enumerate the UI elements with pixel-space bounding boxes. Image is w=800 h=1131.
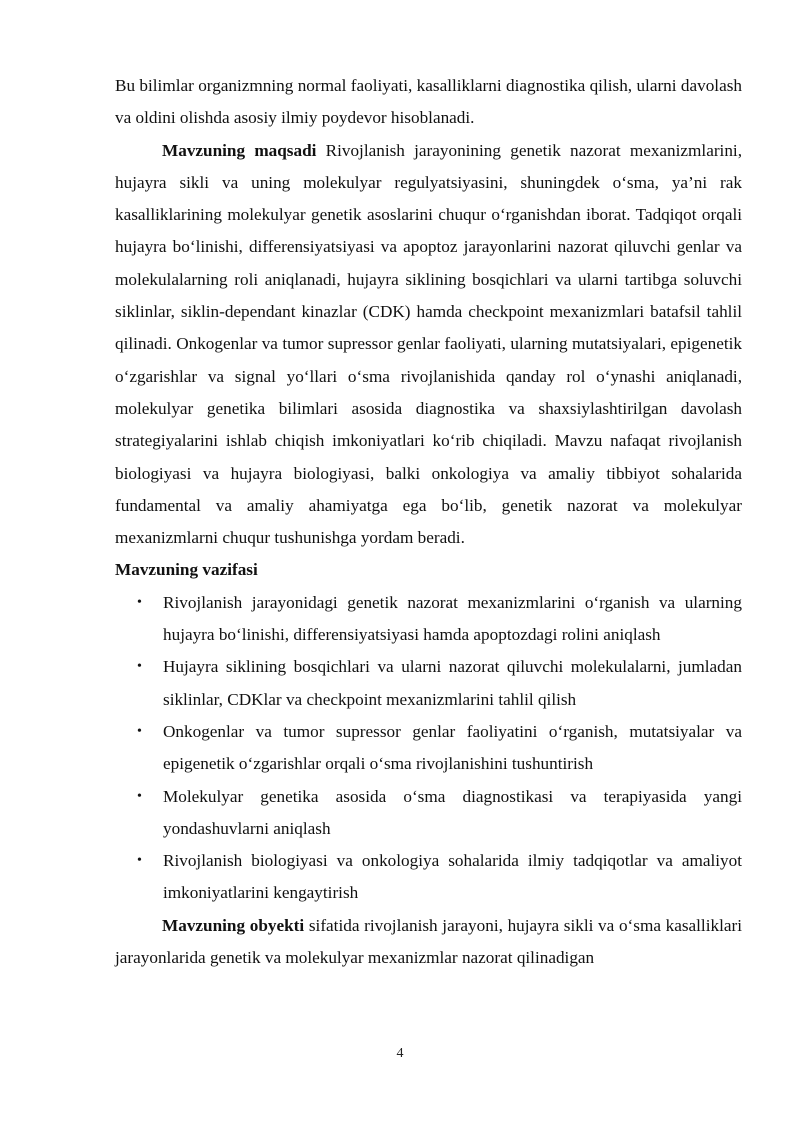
- task-text: Rivojlanish biologiyasi va onkologiya sohalarida ilmiy tadqiqotlar va amaliyot imkoniyatlarini kengaytirish: [163, 851, 742, 903]
- list-item: [115, 845, 742, 910]
- bullet-icon: •: [137, 594, 142, 610]
- intro-paragraph: Bu bilimlar organizmning normal faoliyati, kasalliklarni diagnostika qilish, ularni davolash va oldini olishda asosiy ilmiy poydevor hisoblanadi.: [115, 76, 742, 128]
- list-item: [115, 651, 742, 716]
- task-text: Onkogenlar va tumor supressor genlar faoliyatini o‘rganish, mutatsiyalar va epigenetik o‘zgarishlar orqali o‘sma rivojlanishini tushuntirish: [163, 721, 742, 774]
- task-text: Hujayra siklining bosqichlari va ularni nazorat qiluvchi molekulalarni, jumladan siklinlar, CDKlar va checkpoint mexanizmlarini tahlil qilish: [163, 657, 742, 709]
- task-text: Rivojlanish jarayonidagi genetik nazorat mexanizmlarini o‘rganish va ularning hujayra bo‘linishi, differensiyatsiyasi hamda apoptozdagi rolini aniqlash: [163, 592, 742, 645]
- bullet-icon: •: [137, 853, 142, 869]
- object-label: Mavzuning obyekti: [162, 915, 305, 935]
- bullet-icon: •: [137, 788, 142, 804]
- bullet-icon: •: [137, 723, 142, 739]
- page-number: 4: [396, 1046, 404, 1061]
- goal-label: Mavzuning maqsadi: [162, 140, 317, 160]
- tasks-list: [115, 587, 742, 910]
- object-paragraph: [115, 910, 742, 975]
- object-text: sifatida rivojlanish jarayoni, hujayra sikli va o‘sma kasalliklari jarayonlarida genetik va molekulyar mexanizmlar nazorat qilinadigan: [115, 915, 742, 968]
- bullet-icon: •: [137, 659, 142, 675]
- page-body: [115, 70, 742, 974]
- task-text: Molekulyar genetika asosida o‘sma diagnostikasi va terapiyasida yangi yondashuvlarni aniqlash: [163, 786, 742, 838]
- goal-text: Rivojlanish jarayonining genetik nazorat mexanizmlarini, hujayra sikli va uning molekulyar regulyatsiyasini, shuningdek o‘sma, ya’ni rak kasalliklarining molekulyar genetik asoslarini chuqur o‘rganishdan iborat. Tadqiqot orqali hujayra bo‘linishi, differensiyatsiyasi va apoptoz jarayonlarini nazorat qiluvchi genlar va molekulalarning roli aniqlanadi, hujayra siklining bosqichlari va ularni tartibga soluvchi siklinlar, siklin-dependant kinazlar (CDK) hamda checkpoint mexanizmlari batafsil tahlil qilinadi. Onkogenlar va tumor supressor genlar faoliyati, ularning mutatsiyalari, epigenetik o‘zgarishlar va signal yo‘llari o‘sma rivojlanishida qanday rol o‘ynashi aniqlanadi, molekulyar genetika bilimlari asosida diagnostika va shaxsiylashtirilgan davolash strategiyalarini ishlab chiqish imkoniyatlari ko‘rib chiqiladi. Mavzu nafaqat rivojlanish biologiyasi va hujayra biologiyasi, balki onkologiya va amaliy tibbiyot sohalarida fundamental va amaliy ahamiyatga ega bo‘lib, genetik nazorat va molekulyar mexanizmlarni chuqur tushunishga yordam beradi.: [115, 140, 742, 548]
- tasks-heading: Mavzuning vazifasi: [115, 560, 258, 580]
- list-item: [115, 716, 742, 781]
- list-item: [115, 781, 742, 846]
- list-item: [115, 587, 742, 652]
- goal-paragraph: [115, 135, 742, 555]
